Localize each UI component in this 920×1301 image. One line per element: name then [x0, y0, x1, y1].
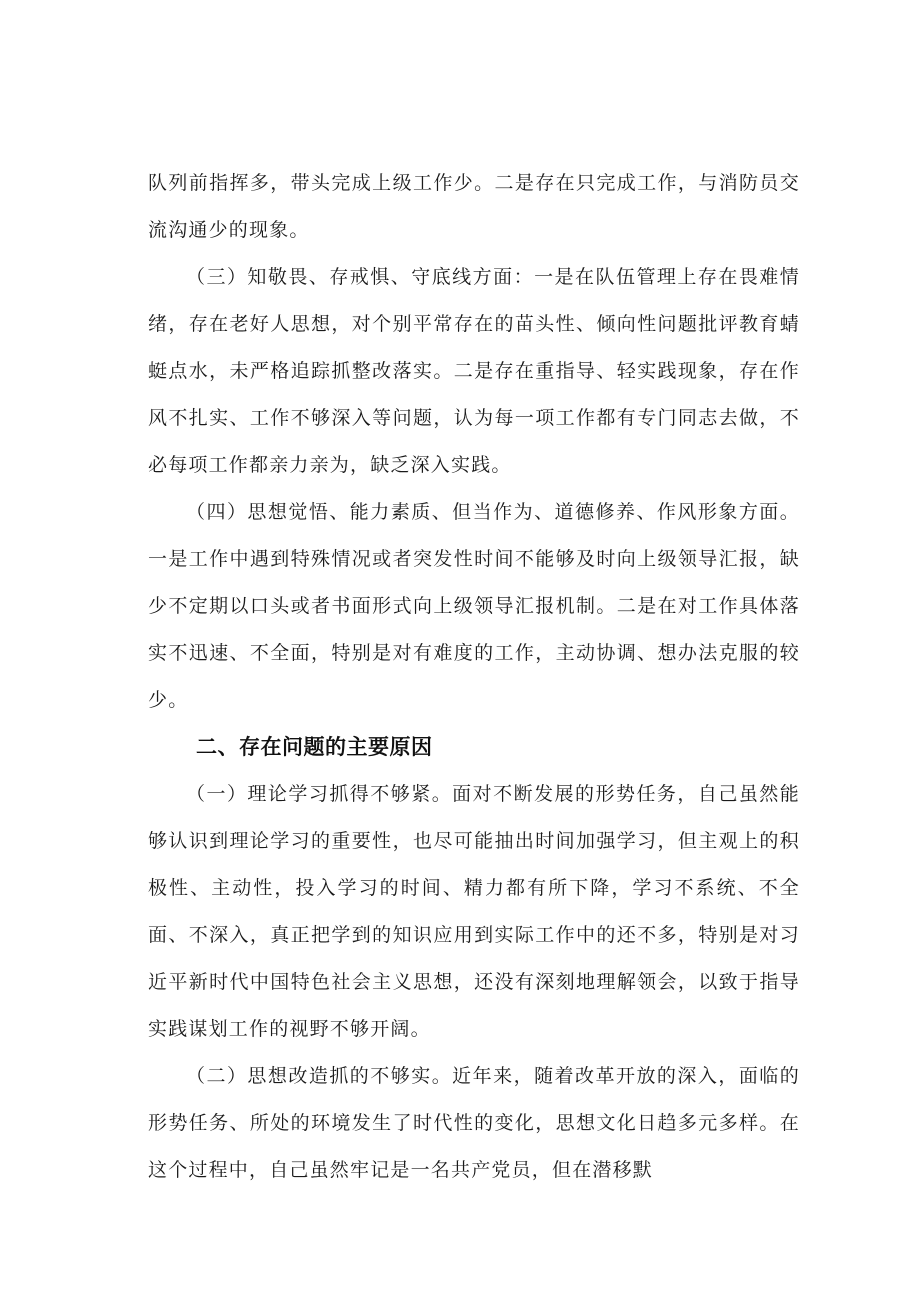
paragraph-cause-1: （一）理论学习抓得不够紧。面对不断发展的形势任务，自己虽然能够认识到理论学习的重要性，也尽可能抽出时间加强学习，但主观上的积极性、主动性，投入学习的时间、精力都有所下降，学习不系统、不全面、不深入，真正把学到的知识应用到实际工作中的还不多，特别是对习近平新时代中国特色社会主义思想，还没有深刻地理解领会，以致于指导实践谋划工作的视野不够开阔。 [148, 783, 800, 1040]
paragraph-continuation: 队列前指挥多，带头完成上级工作少。二是存在只完成工作，与消防员交流沟通少的现象。 [148, 172, 800, 241]
paragraph-cause-2: （二）思想改造抓的不够实。近年来，随着改革开放的深入，面临的形势任务、所处的环境发生了时代性的变化，思想文化日趋多元多样。在这个过程中，自己虽然牢记是一名共产党员，但在潜移默 [148, 1065, 800, 1181]
paragraph-section-4: （四）思想觉悟、能力素质、但当作为、道德修养、作风形象方面。一是工作中遇到特殊情况或者突发性时间不能够及时向上级领导汇报，缺少不定期以口头或者书面形式向上级领导汇报机制。二是在对工作具体落实不迅速、不全面，特别是对有难度的工作，主动协调、想办法克服的较少。 [148, 501, 800, 711]
paragraph-section-3: （三）知敬畏、存戒惧、守底线方面：一是在队伍管理上存在畏难情绪，存在老好人思想，对个别平常存在的苗头性、倾向性问题批评教育蜻蜓点水，未严格追踪抓整改落实。二是存在重指导、轻实践现象，存在作风不扎实、工作不够深入等问题，认为每一项工作都有专门同志去做，不必每项工作都亲力亲为，缺乏深入实践。 [148, 266, 800, 476]
document-body [148, 160, 800, 1194]
section-heading-causes: 二、存在问题的主要原因 [196, 735, 433, 759]
